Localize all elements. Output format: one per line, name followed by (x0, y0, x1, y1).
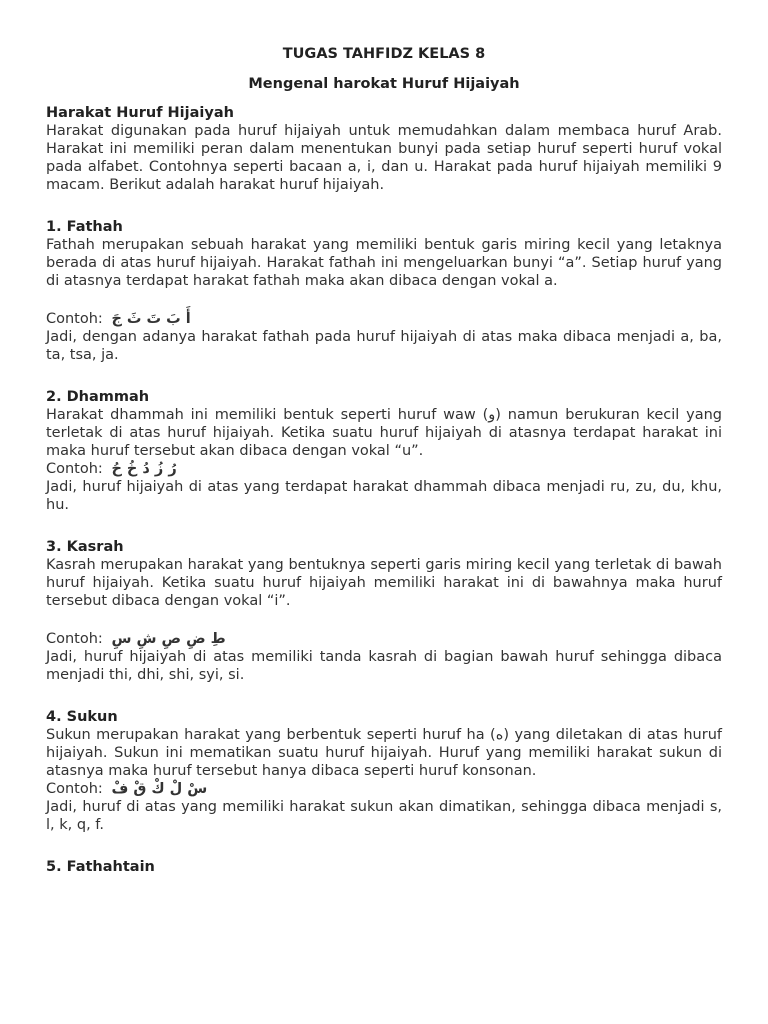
intro-heading: Harakat Huruf Hijaiyah (46, 105, 234, 121)
section-sukun-heading: 4. Sukun (46, 709, 118, 725)
example-label: Contoh: (46, 461, 103, 477)
intro-paragraph: Harakat digunakan pada huruf hijaiyah untuk memudahkan dalam membaca huruf Arab. Harakat ini memiliki peran dalam menentukan bunyi pada setiap huruf seperti huruf vokal pada alfabet. Contohnya seperti bacaan a, i, dan u. Harakat pada huruf hijaiyah memiliki 9 macam. Berikut adalah harakat huruf hijaiyah. (46, 123, 722, 193)
section-fathah-example (46, 310, 722, 328)
example-label: Contoh: (46, 631, 103, 647)
section-sukun-note: Jadi, huruf di atas yang memiliki harakat sukun akan dimatikan, sehingga dibaca menjadi s, l, k, q, f. (46, 799, 722, 833)
document-title: TUGAS TAHFIDZ KELAS 8 (282, 46, 486, 62)
example-arabic-letters: طِ ضِ صِ شِ سِ (111, 631, 226, 647)
section-dhammah-heading: 2. Dhammah (46, 389, 150, 405)
example-arabic-letters: أَ بَ تَ ثَ جَ (111, 311, 191, 327)
document-subtitle: Mengenal harokat Huruf Hijaiyah (248, 76, 520, 92)
section-fathah-note: Jadi, dengan adanya harakat fathah pada huruf hijaiyah di atas maka dibaca menjadi a, ba, ta, tsa, ja. (46, 329, 722, 363)
section-sukun-paragraph: Sukun merupakan harakat yang berbentuk seperti huruf ha (ه) yang diletakan di atas huruf hijaiyah. Sukun ini mematikan suatu huruf hijaiyah. Huruf yang memiliki harakat sukun di atasnya maka huruf tersebut hanya dibaca seperti huruf konsonan. (46, 727, 722, 779)
example-arabic-letters: رُ زُ دُ خُ حُ (111, 461, 177, 477)
section-sukun-example (46, 780, 722, 798)
section-dhammah-note: Jadi, huruf hijaiyah di atas yang terdapat harakat dhammah dibaca menjadi ru, zu, du, khu, hu. (46, 479, 722, 513)
section-kasrah-note: Jadi, huruf hijaiyah di atas memiliki tanda kasrah di bagian bawah huruf sehingga dibaca menjadi thi, dhi, shi, syi, si. (46, 649, 722, 683)
section-fathah-paragraph: Fathah merupakan sebuah harakat yang memiliki bentuk garis miring kecil yang letaknya berada di atas huruf hijaiyah. Harakat fathah ini mengeluarkan bunyi “a”. Setiap huruf yang di atasnya terdapat harakat fathah maka akan dibaca dengan vokal a. (46, 237, 722, 289)
example-arabic-letters: سْ لْ كْ قْ فْ (111, 781, 208, 797)
section-dhammah-example (46, 460, 722, 478)
section-kasrah-paragraph: Kasrah merupakan harakat yang bentuknya seperti garis miring kecil yang terletak di bawah huruf hijaiyah. Ketika suatu huruf hijaiyah memiliki harakat ini di bawahnya maka huruf tersebut dibaca dengan vokal “i”. (46, 557, 722, 609)
section-fathahtain-heading: 5. Fathahtain (46, 859, 155, 875)
section-kasrah-heading: 3. Kasrah (46, 539, 124, 555)
section-dhammah-paragraph: Harakat dhammah ini memiliki bentuk seperti huruf waw (و) namun berukuran kecil yang terletak di atas huruf hijaiyah. Ketika suatu huruf hijaiyah di atasnya terdapat harakat ini maka huruf tersebut akan dibaca dengan vokal “u”. (46, 407, 722, 459)
example-label: Contoh: (46, 311, 103, 327)
example-label: Contoh: (46, 781, 103, 797)
section-kasrah-example (46, 630, 722, 648)
section-fathah-heading: 1. Fathah (46, 219, 123, 235)
